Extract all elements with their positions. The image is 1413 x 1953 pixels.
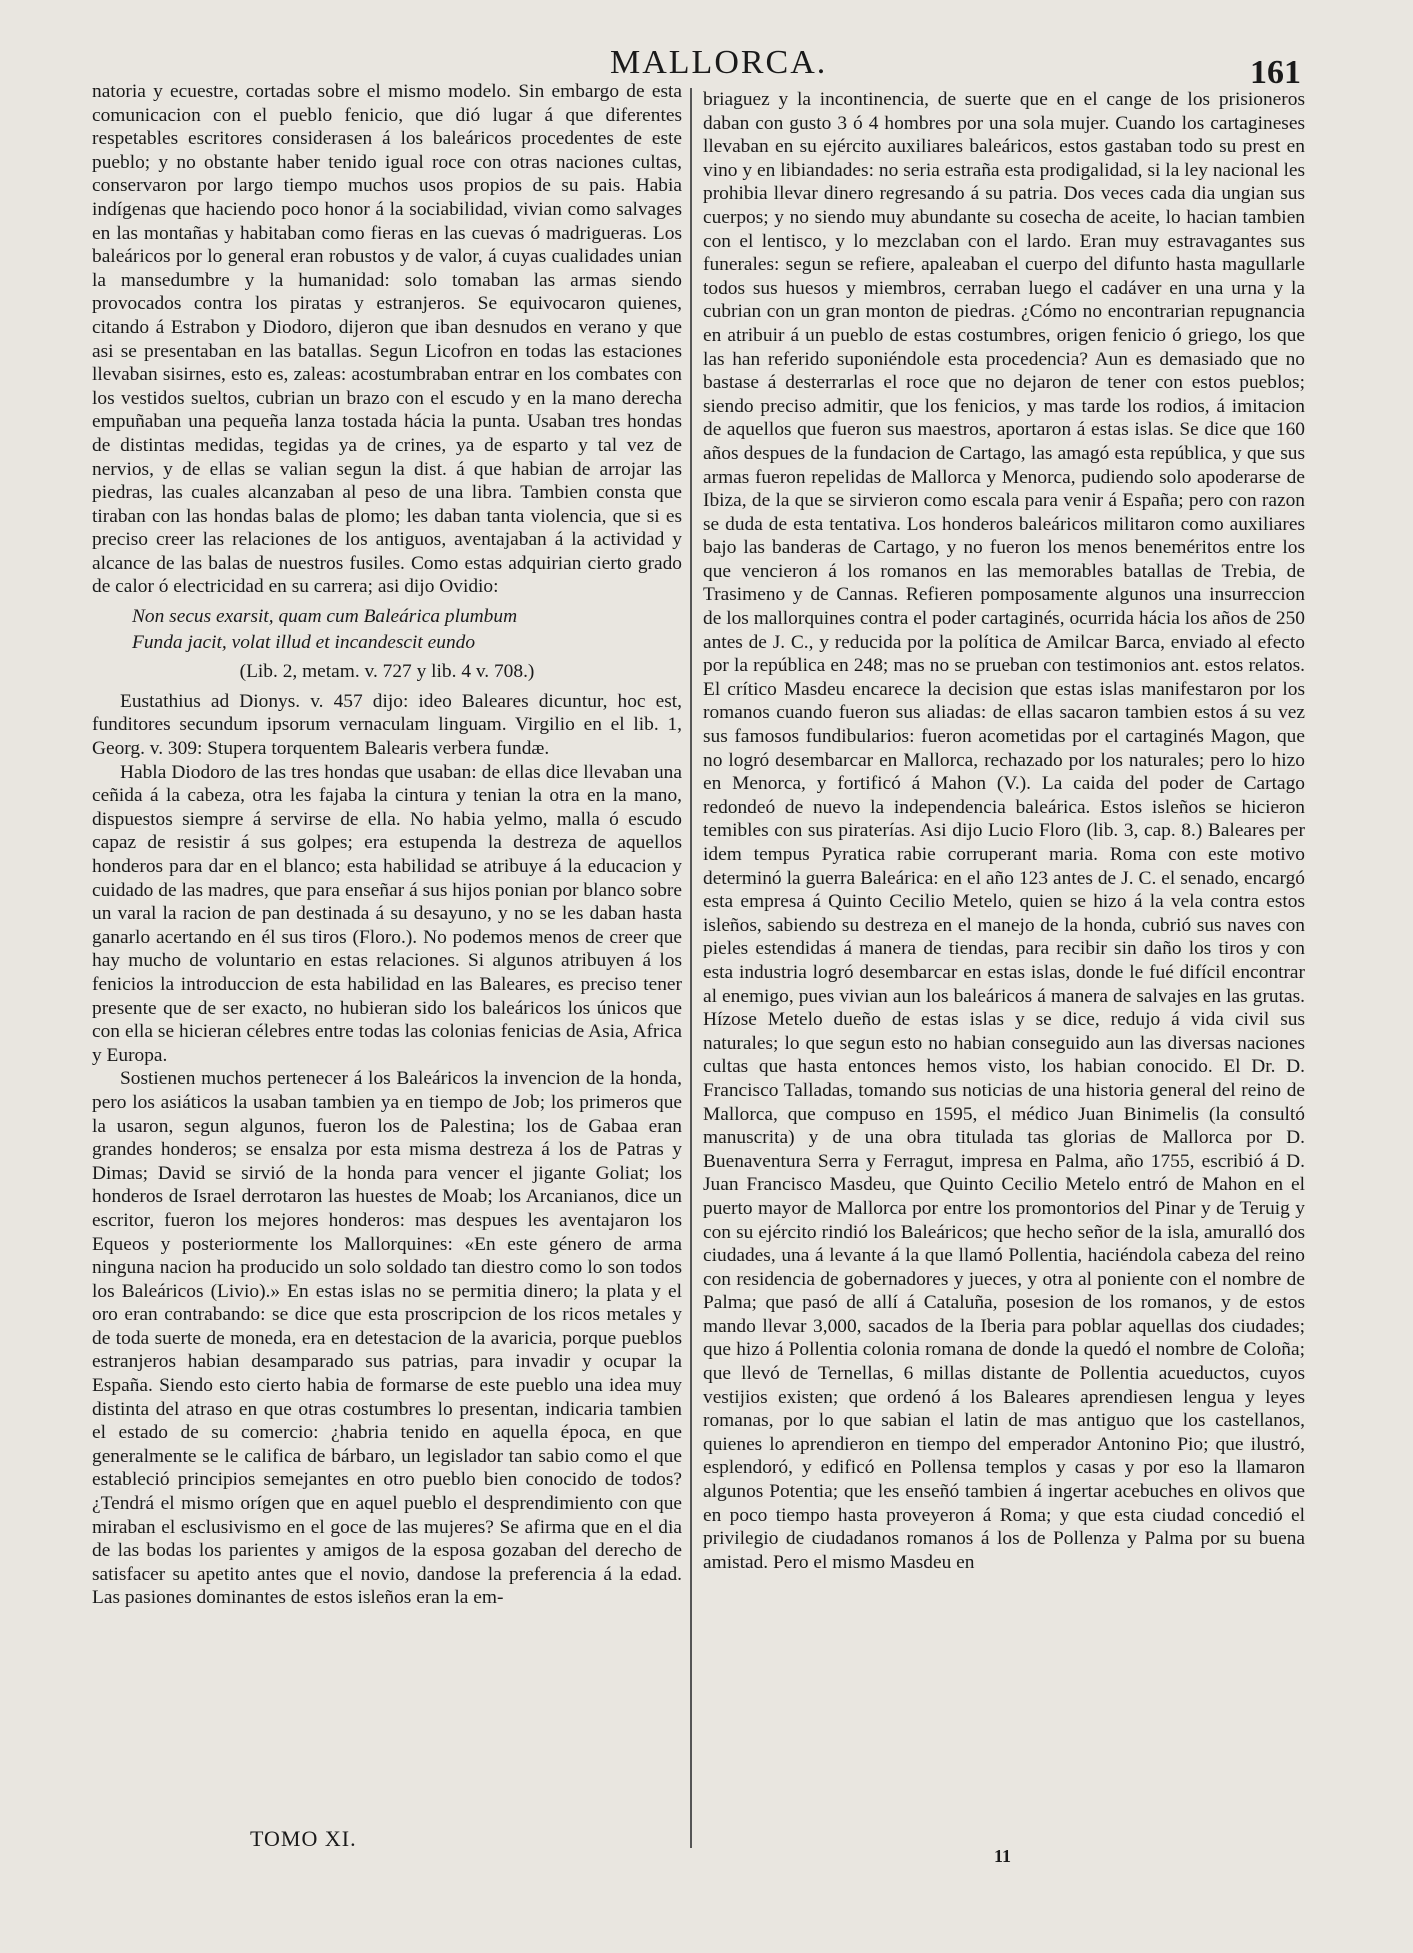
verse-line-1: Non secus exarsit, quam cum Baleárica plumbum: [132, 606, 518, 628]
left-paragraph-2: Eustathius ad Dionys. v. 457 dijo: ideo Baleares dicuntur, hoc est, funditores secundum ipsorum vernaculam linguam. Virgilio en el lib. 1, Georg. v. 309: Stupera torquentem Balearis verbera fundæ.: [92, 690, 682, 760]
page-number: 161: [1250, 54, 1301, 91]
page-header: [0, 44, 1413, 91]
verse-line-2: Funda jacit, volat illud et incandescit eundo: [132, 631, 476, 653]
volume-label: TOMO XI.: [250, 1826, 357, 1851]
right-column: [703, 88, 1305, 1574]
left-paragraph-1: natoria y ecuestre, cortadas sobre el mismo modelo. Sin embargo de esta comunicacion con el pueblo fenicio, que dió lugar á que diferentes respetables escritores considerasen á los baleáricos procedentes de este pueblo; y no obstante haber tenido igual roce con otras naciones cultas, conservaron por largo tiempo muchos usos propios de su pais. Habia indígenas que haciendo poco honor á la sociabilidad, vivian como salvages en las montañas y habitaban como fieras en las cuevas ó madrigueras. Los baleáricos por lo general eran robustos y de valor, á cuyas cualidades unian la mansedumbre y la humanidad: solo tomaban las armas siendo provocados contra los piratas y estranjeros. Se equivocaron quienes, citando á Estrabon y Diodoro, dijeron que iban desnudos en verano y que asi se presentaban en las batallas. Segun Licofron en todas las estaciones llevaban sisirnes, esto es, zaleas: acostumbraban entrar en los combates con los vestidos sueltos, cubrian un brazo con el escudo y en la mano derecha empuñaban una pequeña lanza tostada hácia la punta. Usaban tres hondas de distintas medidas, tegidas ya de crines, ya de esparto y tal vez de nervios, y de ellas se valian segun la dist. á que habian de arrojar las piedras, las cuales alcanzaban al peso de una libra. Tambien consta que tiraban con las hondas balas de plomo; les daban tanta violencia, que si es preciso creer las relaciones de los antiguos, aventajaban á la actividad y alcance de las balas de nuestros fusiles. Como estas adquirian cierto grado de calor ó electricidad en su carrera; asi dijo Ovidio:: [92, 81, 682, 598]
page-footer: [0, 1826, 1413, 1886]
left-paragraph-3: Habla Diodoro de las tres hondas que usaban: de ellas dice llevaban una ceñida á la cabeza, otra les fajaba la cintura y tenian la otra en la mano, dispuestos siempre á servirse de ella. No habia yelmo, malla ó escudo capaz de resistir á sus golpes; era estupenda la destreza de aquellos honderos para dar en el blanco; esta habilidad se atribuye á la educacion y cuidado de las madres, que para enseñar á sus hijos ponian por blanco sobre un varal la racion de pan destinada á su desayuno, y no se les daban hasta ganarlo acertando en él sus tiros (Floro.). No podemos menos de creer que hay mucho de voluntario en estas relaciones. Si algunos atribuyen á los fenicios la introduccion de esta habilidad en las Baleares, es preciso tener presente que de ser exacto, no hubieran sido los baleáricos los únicos que con ella se hicieran célebres entre todas las colonias fenicias de Asia, Africa y Europa.: [92, 761, 682, 1066]
verse-citation: (Lib. 2, metam. v. 727 y lib. 4 v. 708.): [239, 661, 535, 683]
running-title: MALLORCA.: [610, 44, 828, 81]
signature-mark: 11: [994, 1846, 1012, 1866]
left-paragraph-4: Sostienen muchos pertenecer á los Baleáricos la invencion de la honda, pero los asiáticos la usaban tambien ya en tiempo de Job; los primeros que la usaron, segun algunos, fueron los de Palestina; los de Gabaa eran grandes honderos; se ensalza por esta misma destreza á los de Patras y Dimas; David se sirvió de la honda para vencer el jigante Goliat; los honderos de Israel derrotaron las huestes de Moab; los Arcanianos, dice un escritor, fueron los mejores honderos: mas despues les aventajaron los Equeos y posteriormente los Mallorquines: «En este género de arma ninguna nacion ha producido un solo soldado tan diestro como lo son todos los Baleáricos (Livio).» En estas islas no se permitia dinero; la plata y el oro eran contrabando: se dice que esta proscripcion de los ricos metales y de toda suerte de moneda, era en detestacion de la avaricia, porque pueblos estranjeros habian desamparado sus patrias, para invadir y ocupar la España. Siendo esto cierto habia de formarse de este pueblo una idea muy distinta del atraso en que otras costumbres lo presentan, indicaria tambien el estado de su comercio: ¿habria tenido en aquella época, en que generalmente se le califica de bárbaro, un legislador tan sabio como el que estableció principios semejantes en otro pueblo bien conocido de todos? ¿Tendrá el mismo orígen que en aquel pueblo el desprendimiento con que miraban el esclusivismo en el goce de las mujeres? Se afirma que en el dia de las bodas los parientes y amigos de la esposa gozaban del derecho de satisfacer su apetito antes que el novio, dandose la preferencia á la edad. Las pasiones dominantes de estos isleños eran la em-: [92, 1068, 682, 1609]
right-paragraph-1: briaguez y la incontinencia, de suerte que en el cange de los prisioneros daban con gusto 3 ó 4 hombres por una sola mujer. Cuando los cartagineses llevaban en su ejército auxiliares baleáricos, estos gastaban todo su prest en vino y en libiandades: no seria estraña esta prodigalidad, si la ley nacional les prohibia llevar dinero regresando á su patria. Dos veces cada dia ungian sus cuerpos; y no siendo muy abundante su cosecha de aceite, lo hacian tambien con el lentisco, y lo mezclaban con el lardo. Eran muy estravagantes sus funerales: segun se refiere, apaleaban el cuerpo del difunto hasta magullarle todos sus huesos y miembros, cerraban luego el cadáver en una urna y la cubrian con un gran monton de piedras. ¿Cómo no encontrarian repugnancia en atribuir á un pueblo de estas costumbres, origen fenicio ó griego, los que las han referido suponiéndole esta procedencia? Aun es demasiado que no bastase á desterrarlas el roce que no dejaron de tener con estos pueblos; siendo preciso admitir, que los fenicios, y mas tarde los rodios, á imitacion de aquellos que fueron sus maestros, aportaron á estas islas. Se dice que 160 años despues de la fundacion de Cartago, las amagó esta república, y que sus armas fueron repelidas de Mallorca y Menorca, pudiendo solo apoderarse de Ibiza, de la que se sirvieron como escala para venir á España; pero con razon se duda de esta tentativa. Los honderos baleáricos militaron como auxiliares bajo las banderas de Cartago, y no fueron los menos beneméritos entre los que vencieron á los romanos en las memorables batallas de Trebia, de Trasimeno y de Cannas. Refieren pomposamente algunos una insurreccion de los mallorquines contra el poder cartaginés, ocurrida hácia los años de 250 antes de J. C., y reducida por la política de Amilcar Barca, enviado al efecto por la república en 248; mas no se prueban con testimonios ant. estos relatos. El crítico Masdeu encarece la decision que estas islas manifestaron por los romanos cuando fueron sus aliadas: de ellas sacaron tambien estos á su vez sus famosos fundibularios: fueron acometidas por el cartaginés Magon, que no logró desembarcar en Mallorca, rechazado por los naturales; pero lo hizo en Menorca, y fortificó á Mahon (V.). La caida del poder de Cartago redondeó de nuevo la independencia baleárica. Estos isleños se hicieron temibles con sus piraterías. Asi dijo Lucio Floro (lib. 3, cap. 8.) Baleares per idem tempus Pyratica rabie corruperant maria. Roma con este motivo determinó la guerra Baleárica: en el año 123 antes de J. C. el senado, encargó esta empresa á Quinto Cecilio Metelo, quien se hizo á la vela contra estos isleños, sabiendo su destreza en el manejo de la honda, cubrió sus naves con pieles estendidas á manera de tiendas, para recibir sin daño los tiros y con esta industria logró desembarcar en estas islas, donde le fué difícil encontrar al enemigo, pues vivian aun los baleáricos á manera de salvajes en las grutas. Hízose Metelo dueño de estas islas y se dice, redujo á vida civil sus naturales; lo que segun esto no habian conseguido aun las diversas naciones cultas que hasta entonces hemos visto, los habian conocido. El Dr. D. Francisco Talladas, tomando sus noticias de una historia general del reino de Mallorca, que compuso en 1595, el médico Juan Binimelis (la consultó manuscrita) y de una obra titulada tas glorias de Mallorca por D. Buenaventura Serra y Ferragut, impresa en Palma, año 1755, escribió á D. Juan Francisco Masdeu, que Quinto Cecilio Metelo entró de Mahon en el puerto mayor de Mallorca por entre los promontorios del Pinar y de Teruig y con su ejército rindió los Baleáricos; que hecho señor de la isla, amuralló dos ciudades, una á levante á la que llamó Pollentia, haciéndola cabeza del reino con residencia de gobernadores y jueces, y otra al poniente con el nombre de Palma; que pasó de allí á Cataluña, posesion de los romanos, y de estos mando llevar 3,000, sacados de la Iberia para poblar aquellas dos ciudades; que hizo á Pollentia colonia romana de donde la quedó el nombre de Coloña; que llevó de Ternellas, 6 millas distante de Pollentia acueductos, cuyos vestijios existen; que ordenó á los Baleares aprendiesen lengua y leyes romanas, por lo que sabian el latin de mas antiguo que los castellanos, quienes lo aprendieron en tiempo del emperador Antonino Pio; que ilustró, esplendoró, y edificó en Pollensa templos y casas y por eso la llamaron algunos Potentia; que les enseñó tambien á ingertar acebuches en olivos que en poco tiempo hasta proveyeron á Roma; y que esta ciudad concedió el privilegio de ciudadanos romanos á los de Pollenza y Palma por su buena amistad. Pero el mismo Masdeu en: [703, 89, 1305, 1573]
column-divider: [690, 88, 692, 1848]
left-column: [92, 80, 682, 1610]
